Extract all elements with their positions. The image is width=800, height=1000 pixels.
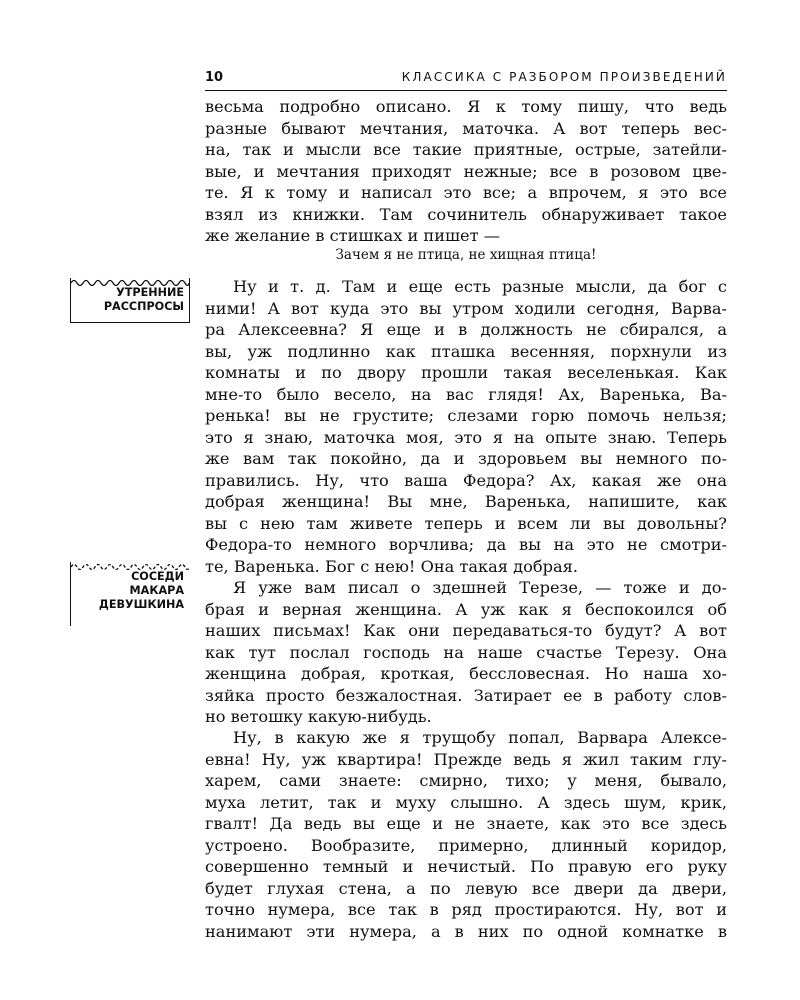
text-line: наших письмах! Как они передаваться-то будут? А вот [205,621,727,640]
margin-note-line: РАССПРОСЫ [103,300,184,313]
text-line: ними! А вот куда это вы утром ходили сегодня, Варва- [205,298,727,318]
text-line: но ветошку какую-нибудь. [205,707,432,726]
text-line: вые, и мечтания приходят нежные; все в розовом цве- [205,161,727,181]
text-line: ренька! вы не грустите; слезами горю помочь нельзя; [205,406,727,425]
text-line: те, Варенька. Бог с нею! Она такая добрая. [205,556,578,576]
text-line: комнаты и по двору прошли такая веселенькая. Как [205,363,727,382]
text-line: совершенно темный и нечистый. По правую его руку [205,857,727,876]
page-number: 10 [205,70,224,85]
text-line: как тут послал господь на наше счастье Терезу. Она [205,642,727,662]
text-line: вы с нею там живете теперь и всем ли вы довольны? [205,513,727,533]
text-line: Я уже вам писал о здешней Терезе, — тоже и до- [233,578,727,597]
paragraph-3 [205,727,727,942]
margin-note-morning-questions [70,278,190,323]
text-line: муха летит, так и муху слышно. А здесь шум, крик, [205,792,727,812]
margin-note-line: УТРЕННИЕ [116,286,184,299]
text-line: весьма подробно описано. Я к тому пишу, что ведь [205,97,727,116]
text-line: зяйка просто безжалостная. Затирает ее в работу слов- [205,685,727,705]
text-line: разные бывают мечтания, маточка. А вот теперь вес- [205,118,727,138]
text-line: ра Алексеевна? Я еще и в должность не сбирался, а [205,320,727,339]
text-line: точно нумера, все так в ряд простираются. Ну, вот и [205,900,727,919]
margin-note-line: СОСЕДИ [131,570,184,583]
paragraph-2 [205,577,727,728]
intro-paragraph [205,96,727,247]
text-line: харем, сами знаете: смирно, тихо; у меня, бывало, [205,771,727,790]
text-line: те. Я к тому и написал это все; а впрочем, я это все [205,183,727,202]
text-line: на, так и мысли все такие приятные, острые, затейли- [205,140,727,159]
text-line: добрая женщина! Вы мне, Варенька, напишите, как [205,492,727,511]
running-header [205,70,727,91]
text-line: же вам так покойно, да и здоровьем вы немного по- [205,449,727,468]
text-line: женщина добрая, кроткая, бессловесная. Но наша хо- [205,664,727,683]
text-line: взял из книжки. Там сочинитель обнаруживает такое [205,204,727,224]
margin-note-neighbors [70,562,189,626]
text-line: Ну и т. д. Там и еще есть разные мысли, да бог с [233,277,727,296]
text-line: гвалт! Да ведь вы еще и не знаете, как это все здесь [205,814,727,833]
margin-note-line: ДЕВУШКИНА [98,598,184,611]
running-title: КЛАССИКА С РАЗБОРОМ ПРОИЗВЕДЕНИЙ [401,70,727,84]
text-line: правились. Ну, что ваша Федора? Ах, какая же она [205,470,727,490]
text-line: Ну, в какую же я трущобу попал, Варвара Алексе- [233,728,727,747]
wavy-border-decoration [71,278,189,286]
epigraph: Зачем я не птица, не хищная птица! [335,247,597,263]
text-line: будет глухая стена, а по левую все двери да двери, [205,878,727,898]
text-line: евна! Ну, уж квартира! Прежде ведь я жил таким глу- [205,749,727,769]
text-line: мне-то было весело, на вас глядя! Ах, Варенька, Ва- [205,384,727,404]
text-line: вы, уж подлинно как пташка весенняя, порхнули из [205,341,727,361]
wavy-border-decoration [71,562,189,570]
paragraph-1 [205,276,727,577]
text-line: брая и верная женщина. А уж как я беспокоился об [205,599,727,619]
text-line: же желание в стишках и пишет — [205,226,500,245]
margin-note-line: МАКАРА [129,584,184,597]
text-line: нанимают эти нумера, а в них по одной комнатке в [205,921,727,941]
text-line: устроено. Вообразите, примерно, длинный коридор, [205,835,727,855]
text-line: это я знаю, маточка моя, это я на опыте знаю. Теперь [205,427,727,447]
text-line: Федора-то немного ворчлива; да вы на это не смотри- [205,535,727,554]
